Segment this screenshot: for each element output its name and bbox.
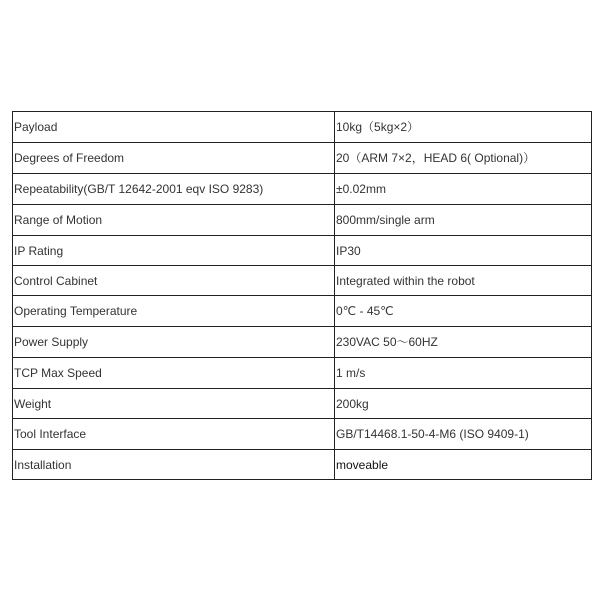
- table-row: [13, 143, 592, 174]
- spec-label: Tool Interface: [13, 419, 335, 450]
- table-row: [13, 450, 592, 480]
- spec-value: 1 m/s: [335, 358, 592, 389]
- table-row: [13, 389, 592, 419]
- table-row: [13, 358, 592, 389]
- spec-label: Repeatability(GB/T 12642-2001 eqv ISO 9283): [13, 174, 335, 205]
- spec-table: [12, 111, 592, 480]
- spec-value: 10kg（5kg×2）: [335, 112, 592, 143]
- spec-label: TCP Max Speed: [13, 358, 335, 389]
- spec-value: GB/T14468.1-50-4-M6 (ISO 9409-1): [335, 419, 592, 450]
- spec-label: Weight: [13, 389, 335, 419]
- spec-value: ±0.02mm: [335, 174, 592, 205]
- spec-value: Integrated within the robot: [335, 266, 592, 296]
- table-row: [13, 236, 592, 266]
- spec-label: Operating Temperature: [13, 296, 335, 327]
- table-row: [13, 296, 592, 327]
- spec-value: 200kg: [335, 389, 592, 419]
- spec-label: IP Rating: [13, 236, 335, 266]
- spec-value: 230VAC 50～60HZ: [335, 327, 592, 358]
- spec-label: Control Cabinet: [13, 266, 335, 296]
- spec-label: Power Supply: [13, 327, 335, 358]
- spec-value: moveable: [335, 450, 592, 480]
- table-row: [13, 266, 592, 296]
- spec-value: IP30: [335, 236, 592, 266]
- table-row: [13, 419, 592, 450]
- spec-value: 0℃ - 45℃: [335, 296, 592, 327]
- spec-label: Range of Motion: [13, 205, 335, 236]
- spec-value: 800mm/single arm: [335, 205, 592, 236]
- spec-label: Installation: [13, 450, 335, 480]
- spec-label: Degrees of Freedom: [13, 143, 335, 174]
- table-row: [13, 112, 592, 143]
- table-row: [13, 205, 592, 236]
- table-row: [13, 327, 592, 358]
- table-row: [13, 174, 592, 205]
- spec-label: Payload: [13, 112, 335, 143]
- spec-value: 20（ARM 7×2，HEAD 6( Optional)）: [335, 143, 592, 174]
